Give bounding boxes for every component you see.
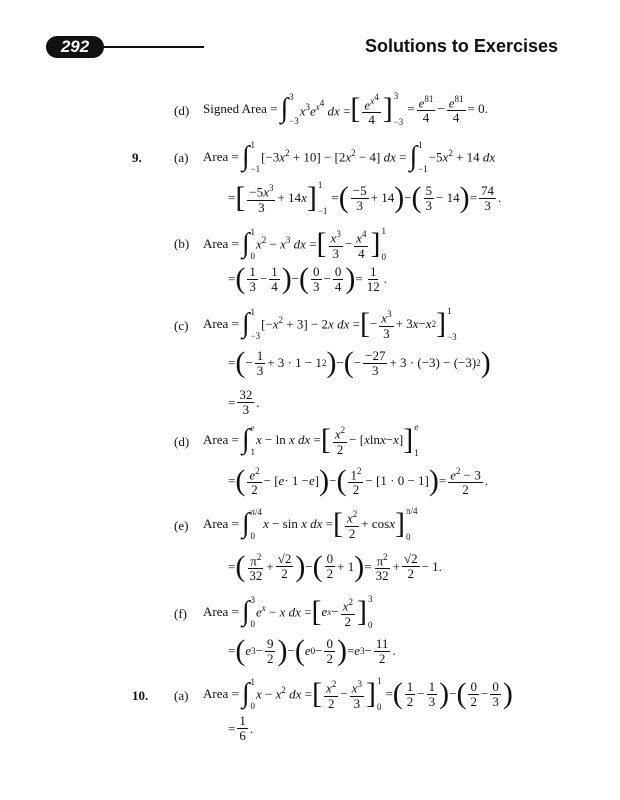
exercise-9a (0, 140, 620, 174)
equation-label: Area = (203, 149, 239, 164)
equation: = ( $\frac{1}{3}$ − $\frac{1}{4}$ ) − ( $\frac{0}{3}$ − $\frac{0}{4}$ ) = $\frac{1}{12}$ . (228, 262, 387, 295)
equation: = $\frac{1}{6}$ . (228, 713, 254, 743)
equation-label: Area = (203, 236, 239, 251)
equation: Area = ∫ π/4 0 x − sin x dx = [ $\frac{x^2}{2}$ + cos x ] π/4 0 (203, 506, 418, 542)
exercise-9d (0, 422, 620, 460)
equation: = ( e 3 − $\frac{9}{2}$ ) − ( e 0 − $\frac{0}{2}$ ) = e 3 − $\frac{11}{2}$ . (228, 634, 396, 667)
exercise-9a-cont (0, 180, 620, 218)
exercise-10a-result (0, 714, 620, 750)
exercise-9f-cont (0, 636, 620, 672)
part-label: (a) (174, 688, 189, 703)
part-label: (e) (174, 518, 189, 533)
part-label: (d) (174, 434, 190, 449)
exercise-9d-cont (0, 464, 620, 500)
equation-label: Area = (203, 604, 239, 619)
part-label: (d) (174, 103, 190, 118)
exercise-10a (0, 676, 620, 714)
equation: Area = ∫ e 1 x − ln x dx = [ $\frac{x^2}{2}$ − [ x ln x − x ] ] e 1 (203, 422, 419, 458)
equation: = $\frac{32}{3}$ . (228, 387, 260, 417)
exercise-number: 9. (132, 150, 142, 165)
equation-label: Area = (203, 516, 239, 531)
exercise-9e-cont (0, 550, 620, 588)
exercise-9c-cont (0, 348, 620, 386)
equation: Area = ∫ 3 0 $e^x - x$ dx = [ e x − $\frac{x^2}{2}$ ] 3 0 (203, 594, 373, 630)
part-label: (c) (174, 318, 189, 333)
exercise-9b-cont (0, 264, 620, 300)
exercise-number: 10. (132, 688, 149, 703)
exercise-9c-result (0, 388, 620, 420)
equation: = [ $\frac{-5x^3}{3}$ + 14 x ] 1 −1 = ( $\frac{-5}{3}$ + 14 ) − ( $\frac{5}{3}$ − 14 ) = $\frac{74}{3}$ . (228, 180, 502, 216)
equation: = ( $\frac{e^2}{2}$ − [ e · 1 − e ] ) − ( $\frac{1^2}{2}$ − [1 · 0 − 1] ) = $\frac{e^2 - 3}{2}$ . (228, 463, 489, 498)
equation: Area = ∫ 1 0 $x^2 - x^3$ dx = [ $\frac{x^3}{3}$ − $\frac{x^4}{4}$ ] 1 0 (203, 226, 386, 262)
equation-label: Area = (203, 432, 239, 447)
page-number: 292 (46, 36, 104, 58)
equation: Signed Area = ∫ 3 −3 $x^3e^{x^4}$ dx = [ $\frac{e^{x^4}}{4}$ ] 3 −3 = $\frac{e^{81}}{4}$ − $\frac{e^{81}}{4}$ = 0. (203, 90, 488, 128)
equation: = ( − $\frac{1}{3}$ + 3 · 1 − 1 2 ) − ( − $\frac{-27}{3}$ + 3 · (−3) − (−3) 2 ) (228, 346, 491, 379)
equation: Area = ∫ 1 −3 $[-x^2 + 3] - 2x$ dx = [ − $\frac{x^3}{3}$ + 3 x − x 2 ] 1 −3 (203, 306, 457, 342)
part-label: (b) (174, 236, 190, 251)
equation: Area = ∫ 1 0 $x - x^2$ dx = [ $\frac{x^2}{2}$ − $\frac{x^3}{3}$ ] 1 0 = ( $\frac{1}{2}$ − $\frac{1}{3}$ ) − ( $\frac{0}{2}$ − $\frac{0}{3}$ ) (203, 676, 513, 712)
part-label: (a) (174, 150, 189, 165)
equation: Area = ∫ 1 −1 $[-3x^2 + 10] - [2x^2 - 4]$ dx = ∫ 1 −1 $-5x^2 + 14$ dx (203, 140, 496, 174)
header-rule (96, 46, 204, 48)
part-label: (f) (174, 606, 187, 621)
exercise-9e (0, 506, 620, 544)
exercise-8d (0, 90, 620, 130)
exercise-9b (0, 226, 620, 264)
exercise-9f (0, 594, 620, 632)
page-header (0, 0, 620, 70)
equation-label: Area = (203, 686, 239, 701)
equation: = ( $\frac{\pi^2}{32}$ + $\frac{√2}{2}$ ) − ( $\frac{0}{2}$ + 1 ) = $\frac{\pi^2}{32}$ + $\frac{√2}{2}$ − 1. (228, 549, 442, 584)
running-title: Solutions to Exercises (364, 36, 558, 56)
exercise-9c (0, 306, 620, 344)
equation-label: Signed Area = (203, 100, 278, 116)
equation-label: Area = (203, 316, 239, 331)
